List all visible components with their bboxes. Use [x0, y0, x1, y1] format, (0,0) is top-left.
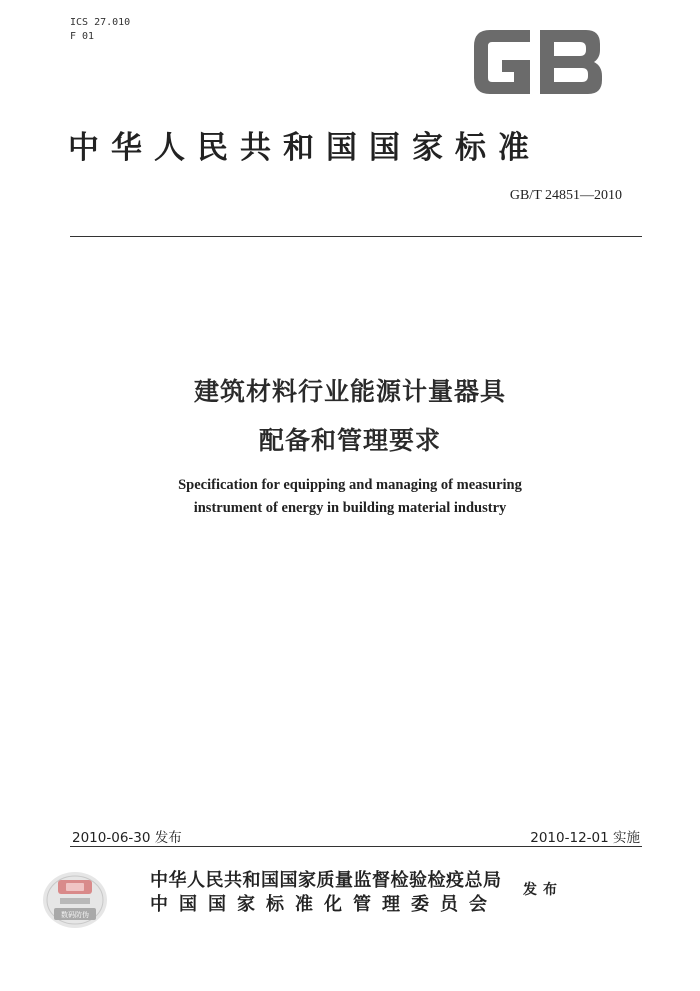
title-chinese-line2: 配备和管理要求	[258, 426, 441, 455]
gb-logo	[468, 22, 608, 102]
classification-codes	[70, 16, 130, 44]
title-chinese-line1: 建筑材料行业能源计量器具	[193, 377, 506, 406]
anti-counterfeit-seal	[40, 870, 110, 930]
issuer-sac: 中国国家标准化管理委员会	[150, 894, 498, 915]
title-english-line2: instrument of energy in building material industry	[193, 500, 507, 516]
standard-number: GB/T 24851—2010	[509, 188, 622, 203]
seal-text: 数码防伪	[61, 911, 89, 919]
publish-label: 发布	[523, 882, 563, 898]
title-english-line1: Specification for equipping and managing of measuring	[178, 477, 522, 493]
national-standard-heading: 中华人民共和国国家标准	[68, 130, 541, 166]
top-divider	[70, 236, 642, 237]
issuer-aqsiq: 中华人民共和国国家质量监督检验检疫总局	[150, 870, 502, 891]
bottom-divider	[70, 846, 642, 847]
ics-code: ICS 27.010	[70, 17, 131, 28]
issue-date: 2010-06-30 发布	[72, 830, 182, 846]
implementation-date: 2010-12-01 实施	[530, 830, 640, 846]
ccs-code: F 01	[70, 31, 95, 42]
